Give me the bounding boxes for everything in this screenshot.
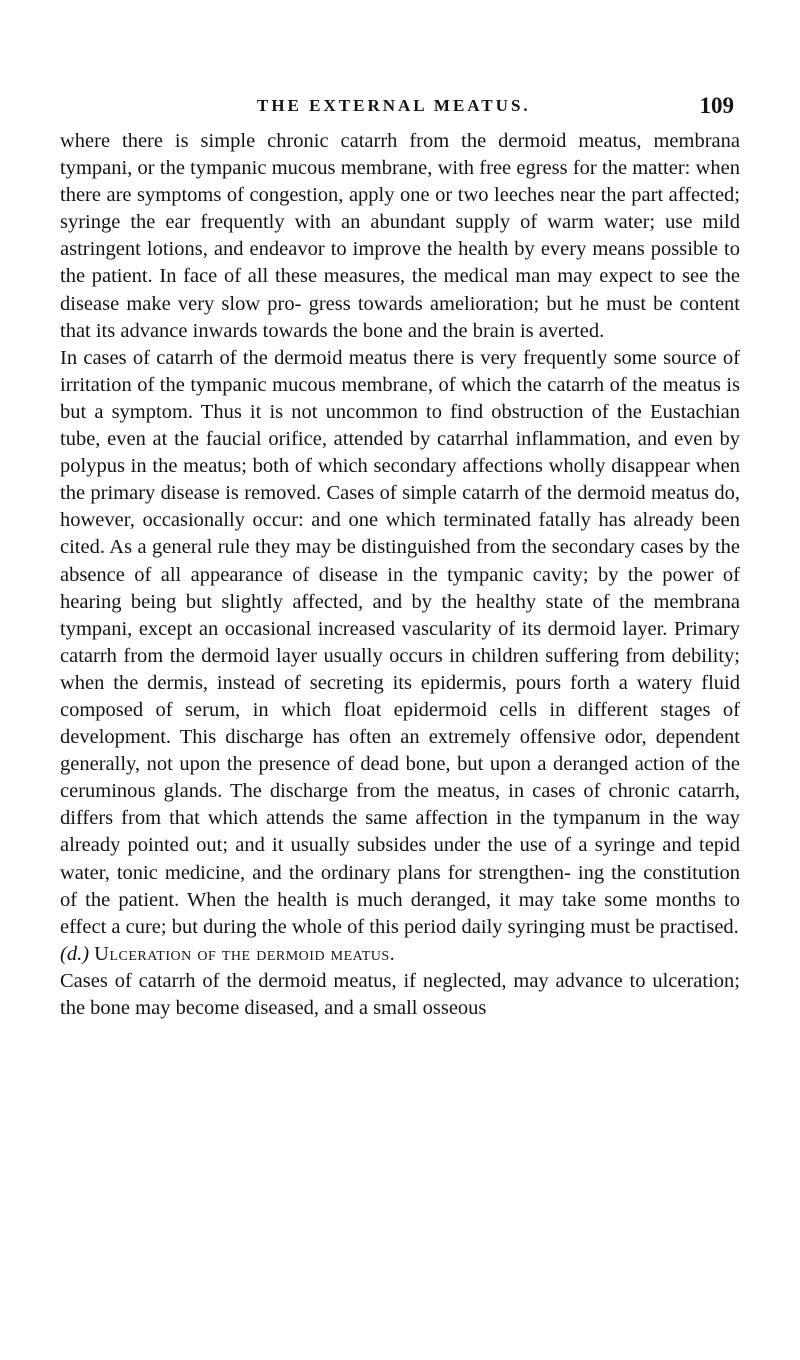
book-page (60, 86, 740, 1022)
section-letter: (d.) (60, 942, 90, 965)
paragraph-continuation: where there is simple chronic catarrh from the dermoid meatus, membrana tympani, or the tympanic mucous membrane, with free egress for the matter: when there are symptoms of congestion, apply one or two leeches near the part affected; syringe the ear frequently with an abundant supply of warm water; use mild astringent lotions, and endeavor to improve the health by every means possible to the patient. In face of all these measures, the medical man may expect to see the disease make very slow pro- gress towards amelioration; but he must be content that its advance inwards towards the bone and the brain is averted. (60, 130, 740, 342)
paragraph-ulceration: Cases of catarrh of the dermoid meatus, if neglected, may advance to ulceration; the bone may become diseased, and a small osseous (60, 969, 740, 1019)
running-title: THE EXTERNAL MEATUS. (257, 96, 531, 115)
body-text (60, 128, 740, 1022)
running-header (60, 86, 740, 126)
paragraph-catarrh-cases: In cases of catarrh of the dermoid meatus there is very frequently some source of irritation of the tympanic mucous membrane, of which the catarrh of the meatus is but a symptom. Thus it is not uncommon to find obstruction of the Eustachian tube, even at the faucial orifice, attended by catarrhal inflammation, and even by polypus in the meatus; both of which secondary affections wholly disappear when the primary disease is removed. Cases of simple catarrh of the dermoid meatus do, however, occasionally occur: and one which terminated fatally has already been cited. As a general rule they may be distinguished from the secondary cases by the absence of all appearance of disease in the tympanic cavity; by the power of hearing being but slightly affected, and by the healthy state of the membrana tympani, except an occasional increased vascularity of its dermoid layer. Primary catarrh from the dermoid layer usually occurs in children suffering from debility; when the dermis, instead of secreting its epidermis, pours forth a watery fluid composed of serum, in which float epidermoid cells in different stages of development. This discharge has often an extremely offensive odor, dependent generally, not upon the presence of dead bone, but upon a deranged action of the ceruminous glands. The discharge from the meatus, in cases of chronic catarrh, differs from that which attends the same affection in the tympanum in the way already pointed out; and it usually subsides under the use of a syringe and tepid water, tonic medicine, and the ordinary plans for strengthen- ing the constitution of the patient. When the health is much deranged, it may take some months to effect a cure; but during the whole of this period daily syringing must be practised. (60, 346, 740, 938)
page-number: 109 (699, 93, 734, 118)
section-title: Ulceration of the dermoid meatus. (94, 942, 396, 965)
section-heading (60, 941, 740, 968)
